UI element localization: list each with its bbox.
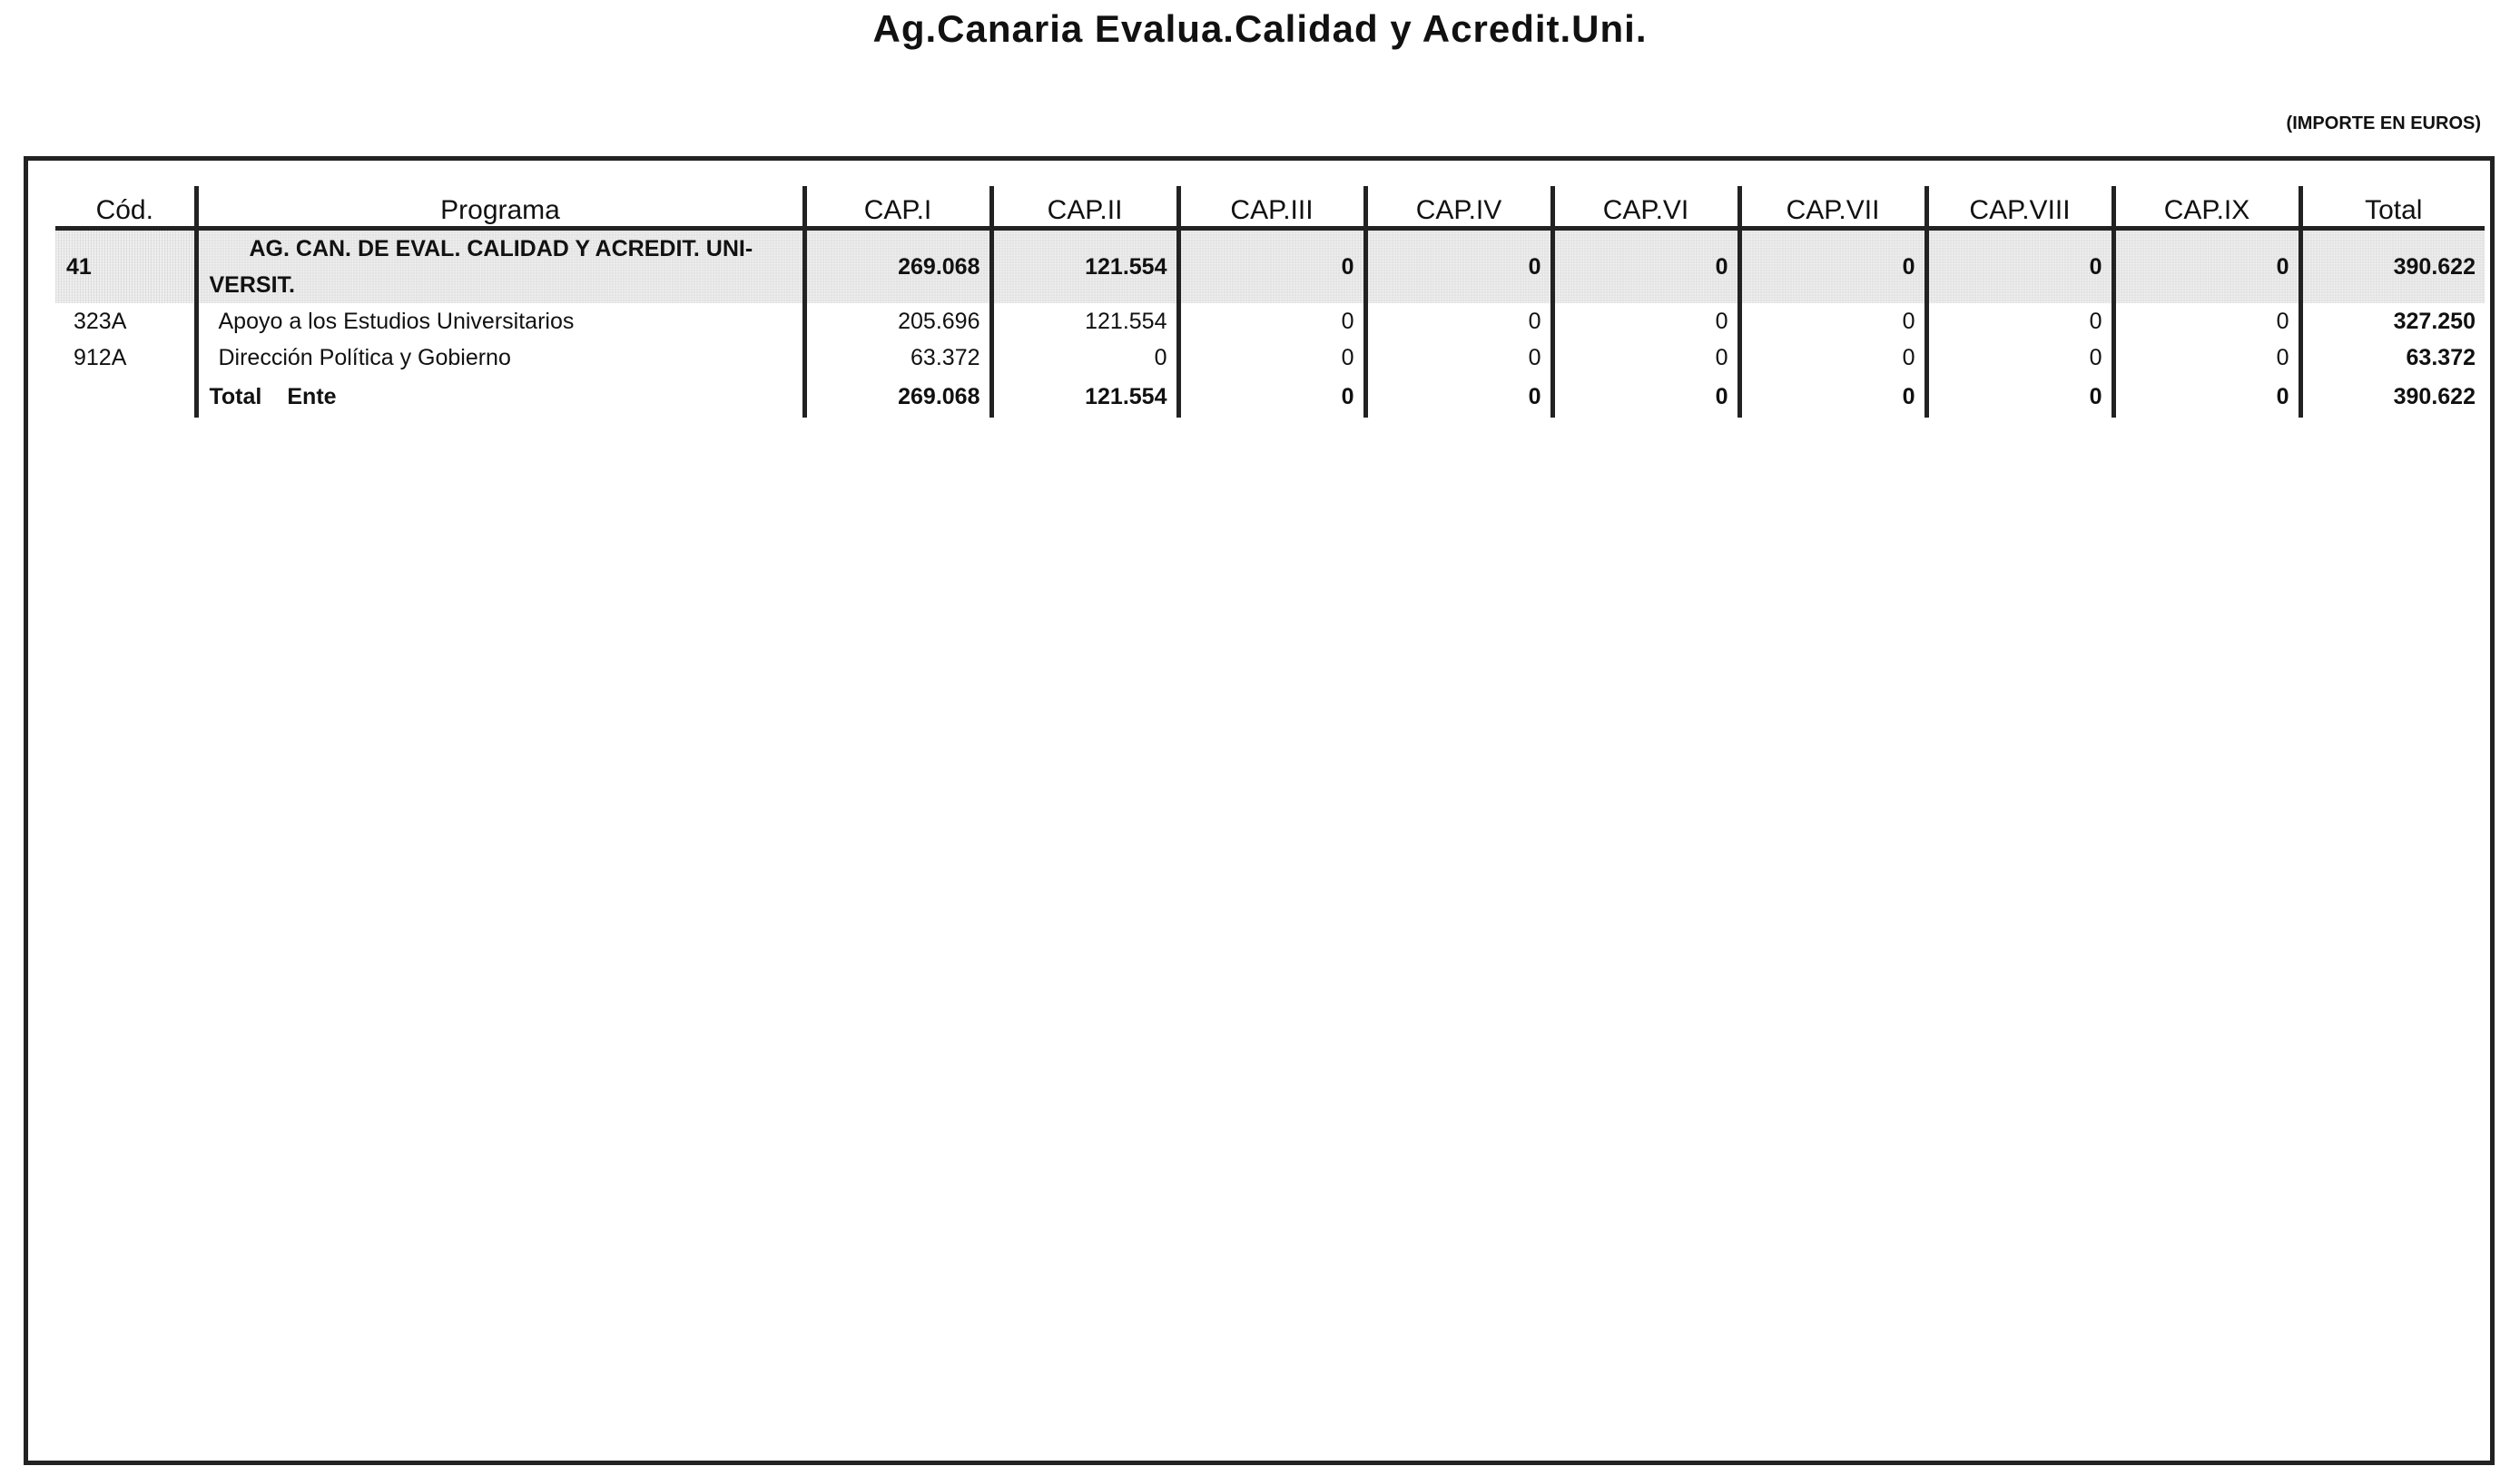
ente-cap-vii: 0 — [1739, 229, 1926, 304]
program-cap-iv: 0 — [1365, 303, 1552, 339]
ente-total: 390.622 — [2300, 229, 2485, 304]
program-cap-i: 205.696 — [804, 303, 991, 339]
program-cap-vi: 0 — [1552, 303, 1739, 339]
program-cap-iii: 0 — [1178, 339, 1365, 376]
program-cap-i: 63.372 — [804, 339, 991, 376]
currency-units-note: (IMPORTE EN EUROS) — [2286, 113, 2481, 133]
total-cap-iii: 0 — [1178, 376, 1365, 418]
program-cap-ii: 0 — [991, 339, 1178, 376]
program-cap-iv: 0 — [1365, 339, 1552, 376]
table-header-row — [55, 186, 2485, 229]
program-cap-ix: 0 — [2113, 339, 2300, 376]
program-cap-ix: 0 — [2113, 303, 2300, 339]
budget-table-frame — [24, 156, 2495, 1465]
header-cap-viii: CAP.VIII — [1926, 186, 2113, 229]
header-cap-ii: CAP.II — [991, 186, 1178, 229]
ente-name — [196, 229, 804, 304]
page-title: Ag.Canaria Evalua.Calidad y Acredit.Uni. — [872, 7, 1648, 50]
header-programa: Programa — [196, 186, 804, 229]
ente-row — [55, 229, 2485, 304]
program-name: Dirección Política y Gobierno — [196, 339, 804, 376]
program-row — [55, 303, 2485, 339]
total-cap-iv: 0 — [1365, 376, 1552, 418]
ente-cap-ix: 0 — [2113, 229, 2300, 304]
program-cap-viii: 0 — [1926, 339, 2113, 376]
header-total: Total — [2300, 186, 2485, 229]
header-cap-vii: CAP.VII — [1739, 186, 1926, 229]
total-label — [196, 376, 804, 418]
ente-cap-iv: 0 — [1365, 229, 1552, 304]
header-cap-ix: CAP.IX — [2113, 186, 2300, 229]
header-codigo: Cód. — [55, 186, 196, 229]
program-cap-iii: 0 — [1178, 303, 1365, 339]
budget-table — [55, 186, 2485, 418]
total-label-word: Total — [209, 383, 262, 409]
header-cap-iii: CAP.III — [1178, 186, 1365, 229]
ente-cap-iii: 0 — [1178, 229, 1365, 304]
program-code: 912A — [74, 344, 127, 370]
header-cap-i: CAP.I — [804, 186, 991, 229]
ente-cap-ii: 121.554 — [991, 229, 1178, 304]
program-name: Apoyo a los Estudios Universitarios — [196, 303, 804, 339]
total-code-cell — [55, 376, 196, 418]
program-cap-ii: 121.554 — [991, 303, 1178, 339]
program-cap-viii: 0 — [1926, 303, 2113, 339]
total-cap-vi: 0 — [1552, 376, 1739, 418]
total-ente-row — [55, 376, 2485, 418]
ente-code: 41 — [55, 229, 196, 304]
header-cap-vi: CAP.VI — [1552, 186, 1739, 229]
ente-cap-viii: 0 — [1926, 229, 2113, 304]
program-total: 63.372 — [2300, 339, 2485, 376]
program-cap-vii: 0 — [1739, 303, 1926, 339]
total-cap-viii: 0 — [1926, 376, 2113, 418]
program-cap-vii: 0 — [1739, 339, 1926, 376]
total-cap-ii: 121.554 — [991, 376, 1178, 418]
header-cap-iv: CAP.IV — [1365, 186, 1552, 229]
total-cap-vii: 0 — [1739, 376, 1926, 418]
total-total: 390.622 — [2300, 376, 2485, 418]
program-cap-vi: 0 — [1552, 339, 1739, 376]
program-total: 327.250 — [2300, 303, 2485, 339]
total-cap-ix: 0 — [2113, 376, 2300, 418]
ente-cap-vi: 0 — [1552, 229, 1739, 304]
program-row — [55, 339, 2485, 376]
ente-name-text: AG. CAN. DE EVAL. CALIDAD Y ACREDIT. UNI-VERSIT. — [209, 236, 753, 298]
total-label-ente: Ente — [287, 383, 337, 409]
ente-cap-i: 269.068 — [804, 229, 991, 304]
program-code: 323A — [74, 308, 127, 334]
total-cap-i: 269.068 — [804, 376, 991, 418]
